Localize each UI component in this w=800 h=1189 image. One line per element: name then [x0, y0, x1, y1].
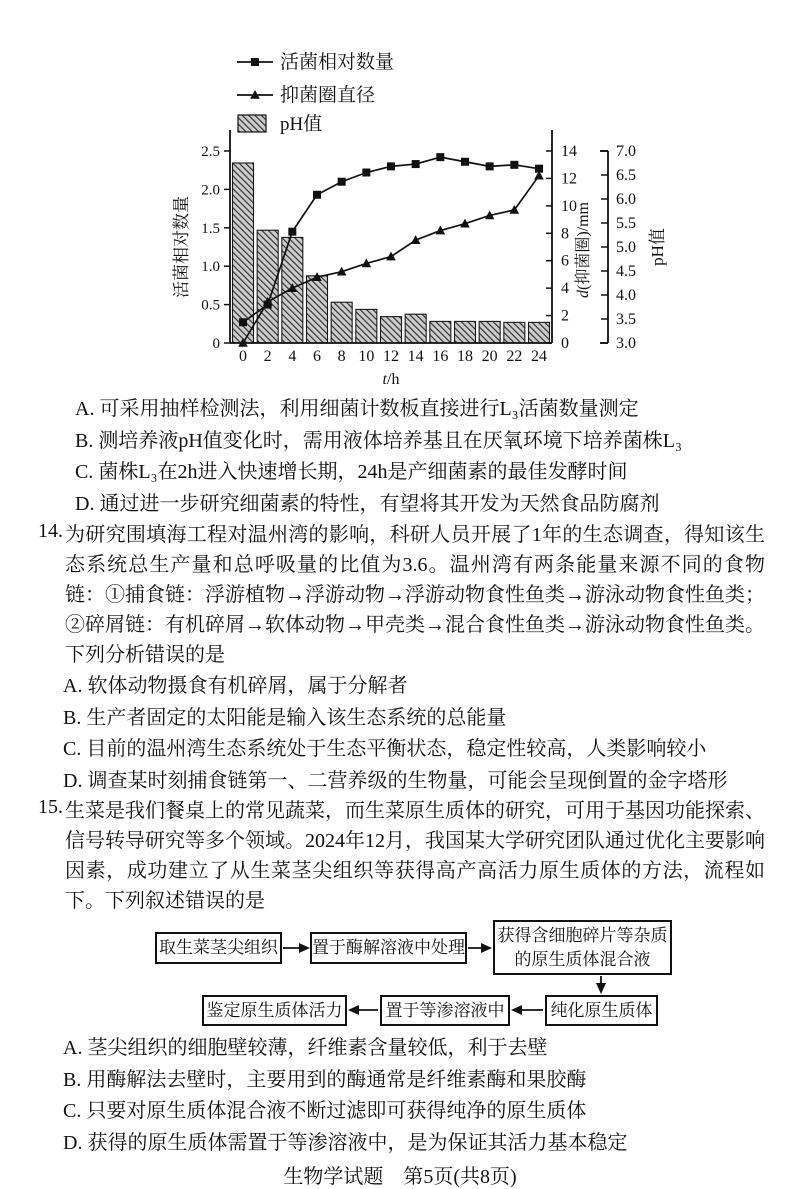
svg-text:4.0: 4.0: [616, 287, 636, 304]
q13-option-d: D. 通过进一步研究细菌素的特性，有望将其开发为天然食品防腐剂: [75, 492, 660, 515]
q14-option-b: B. 生产者固定的太阳能是输入该生态系统的总能量: [63, 706, 507, 729]
svg-text:抑菌圈直径: 抑菌圈直径: [280, 85, 376, 106]
chart-svg: [152, 45, 700, 390]
svg-text:2: 2: [561, 307, 569, 325]
svg-text:5.5: 5.5: [616, 215, 636, 232]
svg-text:0: 0: [239, 348, 247, 365]
q14-section: [38, 520, 765, 670]
flow-arrow-down-icon: [596, 976, 606, 994]
flow-arrow-right-icon: [283, 943, 310, 953]
svg-text:22: 22: [506, 348, 523, 365]
q14-stem: 为研究围填海工程对温州湾的影响，科研人员开展了1年的生态调查，得知该生态系统总生产量和总呼吸量的比值为3.6。温州湾有两条能量来源不同的食物链：①捕食链：浮游植物→浮游动物→浮游动物食性鱼类→游泳动物食性鱼类；②碎屑链：有机碎屑→软体动物→甲壳类→混合食性鱼类→游泳动物食性鱼类。下列分析错误的是: [65, 524, 765, 666]
q14-option-c: C. 目前的温州湾生态系统处于生态平衡状态，稳定性较高，人类影响较小: [63, 738, 707, 760]
svg-text:2.5: 2.5: [201, 144, 220, 160]
q14-option-a: A. 软体动物摄食有机碎屑，属于分解者: [63, 675, 408, 697]
q15-stem: 生菜是我们餐桌上的常见蔬菜，而生菜原生质体的研究，可用于基因功能探索、信号转导研究等多个领域。2024年12月，我国某大学研究团队通过优化主要影响因素，成功建立了从生菜茎尖组织等获得高产高活力原生质体的方法，流程如下。下列叙述错误的是: [65, 800, 765, 912]
svg-text:4: 4: [288, 348, 297, 365]
svg-text:4.5: 4.5: [616, 263, 636, 280]
svg-text:12: 12: [561, 170, 577, 188]
svg-text:14: 14: [407, 348, 424, 365]
q15-options: [63, 1033, 765, 1159]
svg-text:3.0: 3.0: [616, 335, 636, 352]
svg-text:活菌相对数量: 活菌相对数量: [280, 52, 395, 73]
svg-text:24: 24: [531, 348, 547, 365]
svg-text:d(抑菌圈)/mm: d(抑菌圈)/mm: [575, 202, 592, 298]
q13-option-a: A. 可采用抽样检测法，利用细菌计数板直接进行L₃活菌数量测定: [75, 398, 639, 420]
flow-box-enzyme-solution: 置于酶解溶液中处理: [310, 932, 467, 964]
flow-box-isotonic-solution: 置于等渗溶液中: [380, 995, 510, 1026]
flow-arrow-left-icon: [511, 1005, 543, 1015]
svg-text:0: 0: [212, 336, 220, 352]
flow-box-purify-protoplast: 纯化原生质体: [545, 995, 658, 1026]
q14-options: [63, 671, 765, 797]
svg-text:1.0: 1.0: [201, 259, 220, 276]
flow-box-test-viability: 鉴定原生质体活力: [202, 995, 347, 1026]
svg-text:16: 16: [432, 348, 449, 365]
fermentation-chart: [152, 45, 700, 390]
svg-text:2.0: 2.0: [201, 182, 220, 199]
q14-number: 14.: [38, 520, 63, 542]
svg-text:14: 14: [561, 143, 577, 160]
q14-option-d: D. 调查某时刻捕食链第一、二营养级的生物量，可能会呈现倒置的金字塔形: [63, 769, 728, 792]
svg-text:活菌相对数量: 活菌相对数量: [172, 196, 191, 298]
q13-option-b: B. 测培养液pH值变化时，需用液体培养基且在厌氧环境下培养菌株L₃: [75, 429, 682, 452]
svg-text:12: 12: [383, 348, 399, 365]
svg-text:6.0: 6.0: [616, 191, 636, 208]
q15-option-c: C. 只要对原生质体混合液不断过滤即可获得纯净的原生质体: [63, 1100, 587, 1122]
svg-text:t/h: t/h: [382, 371, 400, 388]
svg-text:10: 10: [561, 197, 577, 215]
flow-box-take-stem-tissue: 取生菜茎尖组织: [155, 932, 282, 964]
q15-section: [38, 796, 765, 916]
q15-option-d: D. 获得的原生质体需置于等渗溶液中，是为保证其活力基本稳定: [63, 1131, 628, 1154]
flow-arrow-left-icon: [348, 1005, 378, 1015]
svg-text:4: 4: [561, 280, 569, 298]
q15-option-a: A. 茎尖组织的细胞壁较薄，纤维素含量较低，利于去壁: [63, 1037, 548, 1059]
svg-text:pH值: pH值: [280, 114, 323, 135]
svg-text:10: 10: [358, 348, 375, 365]
svg-text:6: 6: [313, 348, 321, 365]
svg-text:7.0: 7.0: [616, 143, 636, 160]
q15-number: 15.: [38, 796, 63, 818]
svg-text:0.5: 0.5: [201, 297, 220, 314]
page-footer: 生物学试题 第5页(共8页): [283, 1166, 517, 1188]
svg-text:8: 8: [337, 348, 346, 365]
q13-options: [75, 394, 775, 520]
svg-text:pH值: pH值: [648, 228, 667, 266]
svg-text:0: 0: [561, 335, 569, 352]
svg-text:18: 18: [457, 348, 473, 365]
svg-text:20: 20: [481, 348, 498, 365]
flow-arrow-right-icon: [468, 943, 492, 953]
svg-text:5.0: 5.0: [616, 239, 636, 256]
q15-option-b: B. 用酶解法去壁时，主要用到的酶通常是纤维素酶和果胶酶: [63, 1068, 587, 1091]
svg-text:2: 2: [263, 348, 272, 365]
svg-text:8: 8: [561, 225, 569, 243]
flow-box-protoplast-mixture: 获得含细胞碎片等杂质的原生质体混合液: [493, 920, 672, 975]
svg-text:6: 6: [561, 252, 569, 270]
svg-text:3.5: 3.5: [616, 311, 636, 328]
svg-text:1.5: 1.5: [201, 220, 220, 237]
q13-option-c: C. 菌株L₃在2h进入快速增长期，24h是产细菌素的最佳发酵时间: [75, 461, 628, 483]
svg-text:6.5: 6.5: [616, 167, 636, 184]
